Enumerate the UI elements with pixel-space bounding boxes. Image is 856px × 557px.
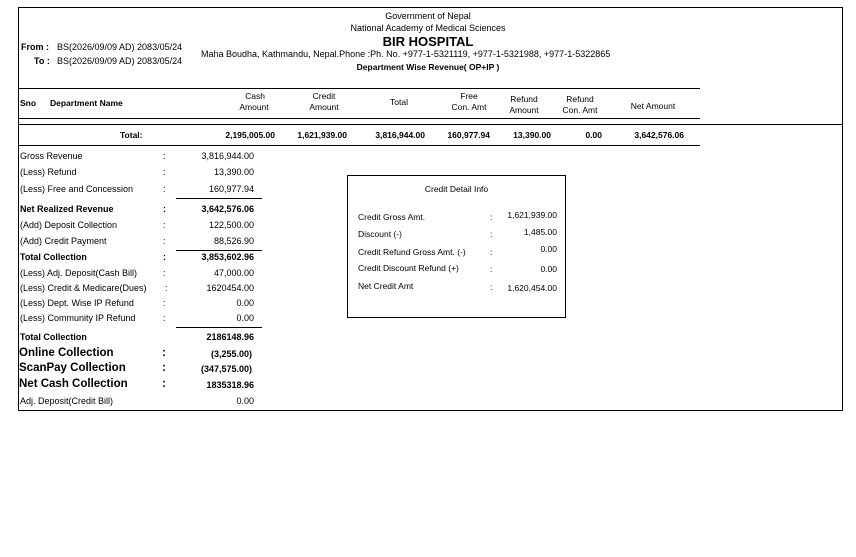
col-cash-2: Amount (239, 102, 269, 112)
credit-discount-refund-value: 0.00 (540, 264, 557, 274)
summary-label-net-realized: Net Realized Revenue (20, 204, 114, 214)
credit-refund-gross-label: Credit Refund Gross Amt. (-) (358, 247, 466, 257)
credit-colon: : (490, 212, 493, 222)
summary-value-net-cash-collection: 1835318.96 (206, 380, 254, 390)
to-date: BS(2026/09/09 AD) 2083/05/24 (57, 56, 183, 66)
net-credit-label: Net Credit Amt (358, 281, 414, 291)
credit-gross-label: Credit Gross Amt. (358, 212, 426, 222)
summary-colon: : (165, 283, 168, 293)
summary-label-gross: Gross Revenue (20, 151, 83, 161)
total-row-label: Total: (120, 130, 143, 140)
header-bottom-rule (18, 118, 700, 119)
summary-value-scanpay-collection: (347,575.00) (200, 364, 252, 374)
col-refund-con-2: Con. Amt (562, 105, 598, 115)
summary-value-total-collection-final: 2186148.96 (206, 332, 254, 342)
summary-value-community-ip-refund: 0.00 (236, 313, 254, 323)
subtotal-rule (176, 327, 262, 328)
total-total: 3,816,944.00 (375, 130, 425, 140)
credit-colon: : (490, 229, 493, 239)
summary-label-adj-deposit-credit: Adj. Deposit(Credit Bill) (20, 396, 114, 406)
summary-label-credit-payment: (Add) Credit Payment (20, 236, 107, 246)
credit-colon: : (490, 264, 493, 274)
total-refund: 13,390.00 (513, 130, 551, 140)
credit-discount-label: Discount (-) (358, 229, 402, 239)
summary-label-scanpay-collection: ScanPay Collection (19, 362, 126, 374)
col-credit-1: Credit (312, 91, 336, 101)
summary-colon: : (163, 313, 166, 323)
total-credit: 1,621,939.00 (297, 130, 347, 140)
academy-title: National Academy of Medical Sciences (350, 23, 506, 33)
header-top-rule (18, 88, 700, 89)
summary-label-total-collection: Total Collection (20, 252, 87, 262)
summary-label-free-concession: (Less) Free and Concession (20, 184, 134, 194)
col-free-1: Free (460, 91, 478, 101)
summary-label-deposit-collection: (Add) Deposit Collection (20, 220, 118, 230)
report-title: Department Wise Revenue( OP+IP ) (356, 62, 500, 72)
hospital-name: BIR HOSPITAL (382, 34, 474, 49)
to-label: To : (34, 56, 50, 66)
summary-label-credit-medicare: (Less) Credit & Medicare(Dues) (20, 283, 147, 293)
subtotal-rule (176, 250, 262, 251)
summary-colon: : (163, 184, 166, 194)
credit-colon: : (490, 282, 493, 292)
summary-value-online-collection: (3,255.00) (210, 349, 252, 359)
total-cash: 2,195,005.00 (225, 130, 275, 140)
col-refund-con-1: Refund (566, 94, 594, 104)
col-total: Total (390, 97, 408, 107)
credit-refund-gross-value: 0.00 (540, 244, 557, 254)
col-department: Department Name (50, 98, 123, 108)
summary-colon: : (162, 378, 166, 390)
summary-value-adj-deposit-cash: 47,000.00 (213, 268, 254, 278)
summary-value-total-collection: 3,853,602.96 (201, 252, 254, 262)
summary-value-adj-deposit-credit: 0.00 (236, 396, 254, 406)
col-net-amount: Net Amount (630, 101, 676, 111)
summary-colon: : (163, 220, 166, 230)
summary-colon: : (163, 204, 166, 214)
summary-colon: : (162, 347, 166, 359)
credit-detail-title: Credit Detail Info (424, 184, 489, 194)
government-title: Government of Nepal (385, 11, 471, 21)
total-net: 3,642,576.06 (634, 130, 684, 140)
summary-label-total-collection-final: Total Collection (20, 332, 87, 342)
credit-colon: : (490, 247, 493, 257)
summary-label-dept-ip-refund: (Less) Dept. Wise IP Refund (20, 298, 134, 308)
summary-value-deposit-collection: 122,500.00 (208, 220, 254, 230)
summary-colon: : (163, 298, 166, 308)
summary-value-credit-payment: 88,526.90 (213, 236, 254, 246)
section-rule (18, 124, 843, 125)
col-refund-2: Amount (509, 105, 539, 115)
summary-value-dept-ip-refund: 0.00 (236, 298, 254, 308)
col-free-2: Con. Amt (451, 102, 487, 112)
summary-colon: : (163, 151, 166, 161)
col-refund-1: Refund (510, 94, 538, 104)
credit-discount-refund-label: Credit Discount Refund (+) (358, 263, 459, 273)
summary-value-net-realized: 3,642,576.06 (201, 204, 254, 214)
credit-gross-value: 1,621,939.00 (507, 210, 557, 220)
summary-label-refund: (Less) Refund (20, 167, 77, 177)
summary-label-net-cash-collection: Net Cash Collection (19, 378, 128, 390)
hospital-address: Maha Boudha, Kathmandu, Nepal.Phone :Ph. No. +977-1-5321119, +977-1-5321988, +977-1-5322865 (201, 49, 611, 59)
net-credit-value: 1,620,454.00 (507, 283, 557, 293)
from-date: BS(2026/09/09 AD) 2083/05/24 (57, 42, 183, 52)
summary-colon: : (162, 362, 166, 374)
summary-label-adj-deposit-cash: (Less) Adj. Deposit(Cash Bill) (20, 268, 138, 278)
from-label: From : (21, 42, 49, 52)
credit-discount-value: 1,485.00 (523, 227, 557, 237)
summary-value-refund: 13,390.00 (213, 167, 254, 177)
summary-colon: : (163, 236, 166, 246)
summary-value-gross: 3,816,944.00 (201, 151, 254, 161)
col-credit-2: Amount (309, 102, 339, 112)
col-sno: Sno (20, 98, 37, 108)
col-cash-1: Cash (245, 91, 265, 101)
summary-colon: : (163, 167, 166, 177)
summary-colon: : (163, 252, 166, 262)
summary-value-credit-medicare: 1620454.00 (206, 283, 254, 293)
summary-value-free-concession: 160,977.94 (208, 184, 254, 194)
summary-label-online-collection: Online Collection (19, 347, 114, 359)
summary-colon: : (163, 268, 166, 278)
total-refund-con: 0.00 (585, 130, 602, 140)
total-row-rule (18, 145, 700, 146)
subtotal-rule (176, 198, 262, 199)
total-free: 160,977.94 (447, 130, 490, 140)
summary-label-community-ip-refund: (Less) Community IP Refund (20, 313, 136, 323)
